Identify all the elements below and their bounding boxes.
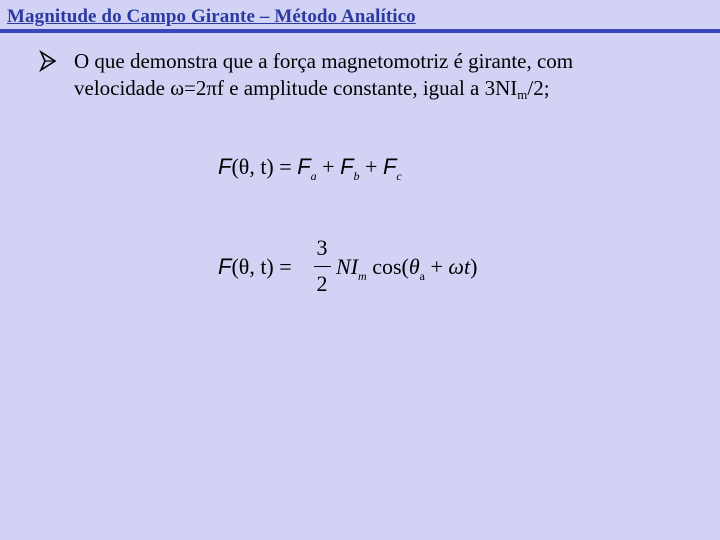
slide-title: Magnitude do Campo Girante – Método Analítico <box>7 6 416 27</box>
eq1-Fa-symbol: F <box>297 154 311 179</box>
eq2-N: N <box>336 254 351 279</box>
subscript-m: m <box>517 87 528 102</box>
eq1-subscript-b: b <box>353 169 360 183</box>
eq2-I: I <box>350 254 359 279</box>
eq1-F-symbol: F <box>218 154 232 179</box>
title-underline-bar <box>0 29 720 33</box>
eq1-arguments: (θ, t) <box>231 154 274 179</box>
eq2-equals: = <box>273 254 292 279</box>
eq2-denominator: 2 <box>316 271 328 296</box>
eq2-left-side <box>218 254 292 280</box>
arrow-bullet-icon <box>39 50 57 72</box>
eq2-cos: cos( <box>366 254 409 279</box>
bullet-text-line-2 <box>74 75 550 102</box>
eq2-t: t <box>463 254 471 279</box>
eq1-Fc-symbol: F <box>382 154 397 179</box>
eq2-plus: + <box>424 254 449 279</box>
eq2-F-symbol: F <box>218 254 232 279</box>
eq1-plus-2: + <box>359 154 383 179</box>
eq1-plus-1: + <box>316 154 341 179</box>
eq2-arguments: (θ, t) <box>231 254 274 279</box>
eq2-numerator: 3 <box>316 235 328 260</box>
eq1-subscript-c: c <box>396 169 402 183</box>
bullet-text-line-2-end: /2; <box>527 76 550 100</box>
eq2-theta: θ <box>408 254 420 279</box>
bullet-text-line-2-main: velocidade ω=2πf e amplitude constante, igual a 3NI <box>74 76 518 100</box>
eq2-omega: ω <box>448 254 464 279</box>
bullet-text-line-1: O que demonstra que a força magnetomotriz é girante, com <box>74 49 574 73</box>
eq2-close-paren: ) <box>470 254 478 279</box>
eq1-subscript-a: a <box>310 169 317 183</box>
eq2-right-side <box>336 254 478 283</box>
eq2-fraction-bar <box>314 266 331 267</box>
eq1-Fb-symbol: F <box>340 154 354 179</box>
eq2-subscript-m: m <box>358 269 367 283</box>
eq2-subscript-a: a <box>419 269 425 283</box>
eq1-equals: = <box>273 154 298 179</box>
equation-mmf-sum <box>218 154 402 183</box>
